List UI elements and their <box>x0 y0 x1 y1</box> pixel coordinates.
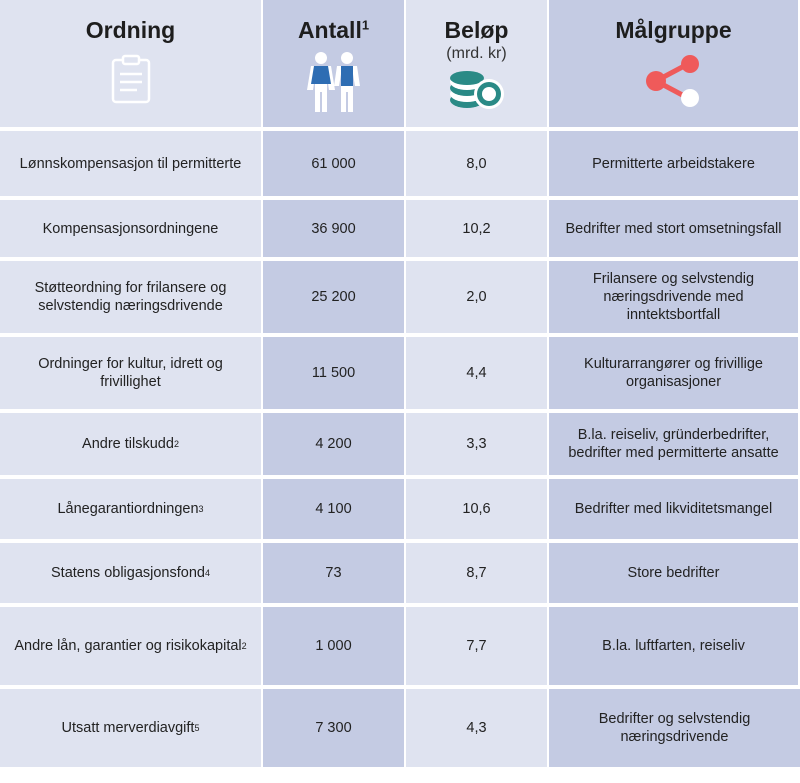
header-belop <box>406 0 549 127</box>
row-7-ordning: Statens obligasjonsfond 4 <box>0 543 263 603</box>
row-1-ordning: Lønnskompensasjon til permitterte <box>0 131 263 196</box>
header-ordning <box>0 0 263 127</box>
header-ordning-title: Ordning <box>85 17 176 43</box>
row-5-antall: 4 200 <box>263 413 406 475</box>
row-9-ordning: Utsatt merverdiavgift 5 <box>0 689 263 767</box>
row-4-antall: 11 500 <box>263 337 406 409</box>
row-6-belop: 10,6 <box>406 479 549 539</box>
header-belop-unit: (mrd. kr) <box>446 45 507 62</box>
row-1-antall: 61 000 <box>263 131 406 196</box>
row-8-malgruppe: B.la. luftfarten, reiseliv <box>549 607 800 685</box>
row-3-antall: 25 200 <box>263 261 406 333</box>
header-antall-title: Antall$^1$ <box>297 17 370 43</box>
row-3-belop: 2,0 <box>406 261 549 333</box>
header-malgruppe <box>549 0 800 127</box>
row-4-malgruppe: Kulturarrangører og frivillige organisasjoner <box>549 337 800 409</box>
row-9-belop: 4,3 <box>406 689 549 767</box>
row-7-malgruppe: Store bedrifter <box>549 543 800 603</box>
row-8-belop: 7,7 <box>406 607 549 685</box>
row-2-belop: 10,2 <box>406 200 549 257</box>
row-3-malgruppe: Frilansere og selvstendig næringsdrivende med inntektsbortfall <box>549 261 800 333</box>
row-9-antall: 7 300 <box>263 689 406 767</box>
share-icon <box>644 54 704 113</box>
row-8-antall: 1 000 <box>263 607 406 685</box>
people-icon <box>301 50 367 121</box>
row-7-antall: 73 <box>263 543 406 603</box>
row-5-belop: 3,3 <box>406 413 549 475</box>
row-2-antall: 36 900 <box>263 200 406 257</box>
row-5-ordning: Andre tilskudd 2 <box>0 413 263 475</box>
row-5-malgruppe: B.la. reiseliv, gründerbedrifter, bedrifter med permitterte ansatte <box>549 413 800 475</box>
row-1-belop: 8,0 <box>406 131 549 196</box>
row-2-malgruppe: Bedrifter med stort omsetningsfall <box>549 200 800 257</box>
coins-icon <box>447 70 507 117</box>
clipboard-icon <box>109 54 153 109</box>
header-malgruppe-title: Målgruppe <box>615 17 732 43</box>
row-7-belop: 8,7 <box>406 543 549 603</box>
row-1-malgruppe: Permitterte arbeidstakere <box>549 131 800 196</box>
header-antall <box>263 0 406 127</box>
row-8-ordning: Andre lån, garantier og risikokapital 2 <box>0 607 263 685</box>
row-4-ordning: Ordninger for kultur, idrett og frivillighet <box>0 337 263 409</box>
row-6-ordning: Lånegarantiordningen 3 <box>0 479 263 539</box>
row-2-ordning: Kompensasjonsordningene <box>0 200 263 257</box>
row-6-malgruppe: Bedrifter med likviditetsmangel <box>549 479 800 539</box>
row-6-antall: 4 100 <box>263 479 406 539</box>
header-belop-title: Beløp <box>444 17 509 43</box>
row-9-malgruppe: Bedrifter og selvstendig næringsdrivende <box>549 689 800 767</box>
row-4-belop: 4,4 <box>406 337 549 409</box>
row-3-ordning: Støtteordning for frilansere og selvstendig næringsdrivende <box>0 261 263 333</box>
